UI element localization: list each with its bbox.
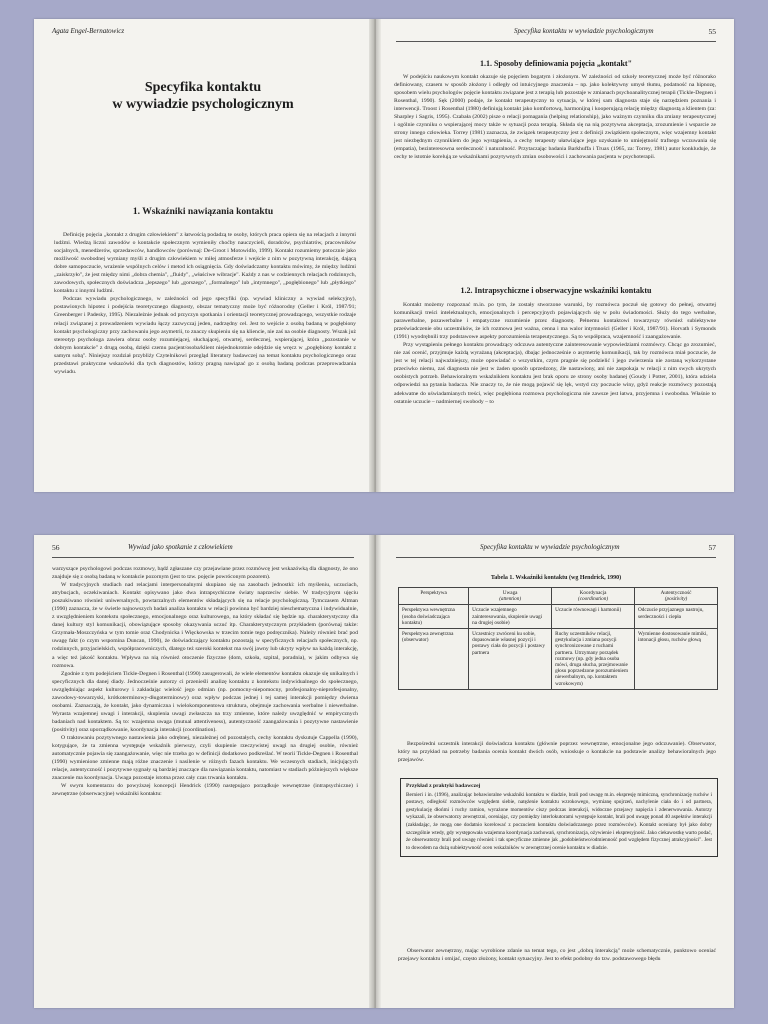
section-heading: 1.2. Intrapsychiczne i obserwacyjne wskaźniki kontaktu bbox=[460, 286, 652, 295]
running-head bbox=[52, 543, 354, 557]
page-56 bbox=[40, 535, 366, 1008]
paragraph: Przy wystąpieniu pełnego kontaktu prowadzący odczuwa autentyczne zainteresowanie wypowiedziami rozmówcy. Chcąc go zrozumieć, nie zaś ocenić, przyjmuje każdą wyrażaną (akceptacja), dbając jednocześnie o asymetrię komunikacji, tak by rozmówca miał poczucie, że jest w tej relacji najważniejszy, może opowiadać o wszystkim, czym pragnie się podzielić i jego zwierzenia nie zostaną wykorzystane przeciwko niemu, zaś diagnosta nie jest w żaden sposób uprzedzony, źle nastawiony, ani nie zaspokaja w relacji z nim swych ukrytych osobistych potrzeb. Behawioralnym wskaźnikiem kontaktu jest brak oporu ze strony osoby badanej (Goudy i Potter, 2001), która udziela odpowiedzi na pytania badacza. Nie znaczy to, że nie mogą pojawić się lęk, wstyd czy poczucie winy, gdyż reakcje rozmówcy pozostają adekwatne do uświadamianych treści, więc pogłębiona rozmowa psychologiczna nie zawsze jest łatwa, przyjemna i swobodna. Właśnie to ostatnie uczucie – nadmiernej swobody – to bbox=[394, 342, 716, 405]
book-gutter bbox=[369, 535, 381, 1008]
paragraph: Zgodnie z tym podejściem Tickle-Degnen i Rosenthal (1990) zasugerowali, że wiele elementów kontaktu okazuje się unikalnych i specyficznych dla danej diady. Jednocześnie autorzy ci przenieśli analizę kontaktu z kontekstu indywidualnego do społecznego, uwzględniając aspekt kulturowy i zakładając wielość jego odmian (np. pomocny-niepomocny, profesjonalny-nieprofesjonalny, zawodowy-towarzyski, krótkoterminowy-długoterminowy) oraz wpływ podczas jednej i tej samej interakcji pomiędzy dwiema osobami. Zaznaczają, że kontakt, jako dynamiczna i wielokomponentowa struktura, obejmuje zachowania werbalne i niewerbalne. Wyrasta wzajemnej uwagi i interakcji, skupienia uwagi zwłaszcza na trzy zmienne, które należy uwzględnić w empirycznych badaniach nad kontaktem. Są to: wzajemna uwaga (mutual attentiveness), autentyczność zaangażowania i pozytywne nastawienie (positivity) oraz uporządkowanie, koordynacja interakcji (coordination). bbox=[52, 670, 358, 733]
paragraph: W tradycyjnych studiach nad relacjami interpersonalnymi skupiano się na zasobach jednostki: ich myśleniu, uczuciach, atrybucjach, oczekiwaniach. Kontakt opisywano jako dwa intrapsychiczne światy naprzeciw siebie. W tradycyjnym ujęciu poszukiwano również uniwersalnych, powtarzalnych elementów składających się na relacje psychologiczną. Tymczasem Altman (1990) zaznacza, że w świetle najnowszych badań analiza kontaktu w relacji powinna być bardziej nieschematyczna i indywidualnie, z uwzględnieniem kontekstu społecznego, emocjonalnego oraz kulturowego, na który składać się będzie np. charakterystyczny dla danej kultury styl komunikacji, obowiązujące sposoby okazywania uczuć itp. Charakterystycznym przykładem (porównaj także: Grzymała-Moszczyńska w tym tomie oraz Chodynicka i Więckowska w trzecim tomie tego podręcznika). Należy również brać pod uwagę fakt (o czym wspomina Duncan, 1990), że doświadczający kontaktu pozostają w specyficznych relacjach społecznych, np. rodzinnych, przyjacielskich, współpracowniczych, dlatego też szeroki kontekst ma swój jawny lub ukryty wpływ na każdą interakcję, a więc też jakość kontaktu. Wpływa na nią również otoczenie fizyczne (dom, szkoła, szpital, poradnia), w jakim odbywa się rozmowa. bbox=[52, 582, 358, 669]
paragraph: W swym komentarzu do powyższej koncepcji Hendrick (1990) następująco porządkuje wewnętrzne (intrapsychiczne) i zewnętrzne (obserwacyjne) wskaźniki kontaktu: bbox=[52, 783, 358, 798]
header-rule bbox=[52, 557, 354, 558]
research-example-box bbox=[400, 778, 718, 857]
running-head-title: Specyfika kontaktu w wywiadzie psychologicznym bbox=[514, 27, 654, 35]
section-heading: 1. Wskaźniki nawiązania kontaktu bbox=[132, 207, 274, 217]
chapter-title-line-1: Specyfika kontaktu bbox=[144, 80, 262, 95]
page-55 bbox=[384, 19, 728, 492]
spread-pages-54-55 bbox=[34, 19, 734, 492]
box-title: Przykład z praktyki badawczej bbox=[406, 783, 481, 789]
table-cell: Perspektywa zewnętrzna (obserwator) bbox=[399, 629, 469, 690]
header-rule bbox=[396, 41, 716, 42]
body-text bbox=[394, 73, 716, 162]
box-text: Bernieri i in. (1996), analizując behawioralne wskaźniki kontaktu w diadzie, brali pod uwagę m.in. ekspresję mimiczną, synchronizację ruchów i postawy, odległość rozmówców względem siebie, natężenie kontaktu wzrokowego, wymianę spojrzeń, nachylenie ciała do i od partnera, gestykulację dłońmi i ruchy ramion, wyrażone momentów ciszy podczas interakcji, widoczne przejawy napięcia i zdenerwowania. Autorzy wykazali, że obserwatorzy zewnętrzni, oceniając, czy pomiędzy interlokutorami występuje kontakt, brali pod uwagę ponad 40 aspektów interakcji (zakładając, że mogą one dodatnio korelować z poczuciem kontaktu doświadczanego przez rozmówców). Kontakt oceniany był jako dobry szczególnie wtedy, gdy występowała wzajemna koordynacja zachowań, synchronizacja, ożywienie i ekspresyjność. Jako ciekawostkę warto podać, że obserwatorzy brali pod uwagę również i tak specyficzne zmienne jak „podobieństwo/odmienność pod względem fizycznej atrakcyjności". Jest to dowodem na dużą subiektywność ocen wskaźników w zewnętrznej ocenie kontaktu w diadzie. bbox=[406, 791, 712, 851]
paragraph: warzyszące psychologowi podczas rozmowy, bądź zgłaszane czy przejawiane przez rozmówcę jest wskazówką dla diagnosty, że ono znajduje się z osobą badaną w kontakcie pozornym (jest to tzw. pojęcie powróconym pozorem). bbox=[52, 566, 358, 581]
table-cell: Uczucie wzajemnego zainteresowania, skupienie uwagi na drugiej osobie) bbox=[469, 605, 552, 629]
page-number: 57 bbox=[708, 543, 716, 552]
table-header-cell: Autentyczność (positivity) bbox=[635, 588, 718, 605]
chapter-title bbox=[40, 79, 366, 113]
running-head-author: Agata Engel-Bernatowicz bbox=[52, 27, 125, 35]
section-heading: 1.1. Sposoby definiowania pojęcia „kontakt" bbox=[479, 59, 633, 68]
paragraph: Kontakt możemy rozpoznać m.in. po tym, że zostały stworzone warunki, by rozmówca poczuł się gotowy do pełnej, otwartej komunikacji treści intelektualnych, emocjonalnych i percepcyjnych pojawiających się w polu świadomości. Służy do tego werbalne, parawerbalne, pozawerbalne i empatyczne rozumienie przez diagnostę. Pełnemu kontaktowi towarzyszy również subiektywne przeświadczenie obu uczestników, że ich rozmowa jest ważna, cenna i ma walor intymności (Geller i Król, 1987/91). Horvath i Symonds (1991) wyodrębnili trzy podstawowe aspekty porozumienia terapeutycznego. Są to współpraca, wzajemność i zaangażowanie. bbox=[394, 302, 716, 341]
table-header-cell: Perspektywa bbox=[399, 588, 469, 605]
running-head bbox=[396, 543, 716, 557]
table-row bbox=[399, 605, 718, 629]
chapter-title-line-2: w wywiadzie psychologicznym bbox=[112, 97, 294, 112]
page-57 bbox=[384, 535, 728, 1008]
paragraph: W podejściu naukowym kontakt okazuje się pojęciem bogatym i złożonym. W zależności od szkoły teoretycznej może być różnorako definiowany, czasem w sposób złożony i odległy od intuicyjnego znaczenia – np. jako kolektywny umysł tłumu, podatność na hipnozę, sposobem wielu psychologów pojęcie kontaktu związane jest z terapią lub pozostaje w zmianach psychoanalitycznej terapii (Tickle-Degnen i Rosenthal, 1990). Sęk (2000) podaje, że kontakt terapeutyczny to sytuacja, w której sam diagnosta staje się narzędziem poznania i interwencji. Troost i Rosenthal (1980) definiują kontakt jako komfortową, harmonijną i kooperującą relację między diagnostą a klientem (za: Sharpley i Sagris, 1995). Czabała (2002) pisze o relacji pomagania (helping relationship), jako ważnym czynniku dla zmiany terapeutycznej i ogólnie czynniku o wspierającej mocy także w sytuacji poza terapią. Składa się na nią pozytywna akceptacja, zrozumienie i wsparcie ze strony innego człowieka. Torrey (1981) zaznacza, że związek terapeutyczny jest z definicji związkiem społecznym, więc wzajemny kontakt jest niezbędnym czynnikiem do jego wystąpienia, a cechy terapeuty ułatwiające jego uzyskanie to umiejętność trafnego wczuwania się (empatia), bezinteresowna serdeczność i naturalność. Przytaczając badania Barkhuffa i Truax (1965, za: Torrey, 1981) autor konkluduje, że cechy te istotnie korelują ze wskaźnikami pozytywnych zmian osobowości i zachowania pacjenta w psychoterapii. bbox=[394, 74, 716, 161]
running-head-title: Wywiad jako spotkanie z człowiekiem bbox=[128, 543, 233, 551]
indicators-table bbox=[398, 587, 718, 690]
table-header-cell: Uwaga (attention) bbox=[469, 588, 552, 605]
page-number: 55 bbox=[708, 27, 716, 36]
body-text bbox=[54, 231, 356, 376]
table-row bbox=[399, 629, 718, 690]
table-cell: Uczucie równowagi i harmonii) bbox=[552, 605, 635, 629]
book-gutter bbox=[369, 19, 381, 492]
paragraph: Definicję pojęcia „kontakt z drugim człowiekiem" z łatwością podadzą te osoby, których praca opiera się na relacjach z innymi ludźmi. Wiedzą liczni zawodów o kontakcie społecznym wymieniły choćby nauczycieli, doradców, psychiatrów, pracowników socjalnych, menedżerów, sprzedawców, handlowców (porównaj: De-Groot i Motowidlo, 1999). Kontakt rozumiemy potocznie jako możliwość swobodnej wymiany myśli z drugim człowiekiem w miłej atmosferze i wejście z nim w pozytywną interakcję, dającą dobre samopoczucie, wrażenie wspólnych celów i metod ich osiągnięcia. Gdy doświadczamy kontaktu mówimy, że między ludźmi „zaiskrzyło", że jest między nimi „dobra chemia", „fluidy", „właściwe wibracje". Każdy z nas w codziennych relacjach rodzinnych, zawodowych, społecznych doświadcza „lepszego" lub „gorszego", „formalnego" lub „intymnego", „pogłębionego" lub „płytkiego" kontaktu z innymi ludźmi. bbox=[54, 232, 356, 295]
paragraph: O traktowaniu pozytywnego nastawienia jako odrębnej, niezależnej od pozostałych, cechy kontaktu dyskutuje Cappella (1990), kotygujące, że ta zmienna występuje wskaźnik pierwszy, czyli skupienie rzeczywistej uwagi na drugiej osobie, również automatycznie pojawia się zaangażowanie, więc nie trzeba go w definicji dodatkowo podkreślać. W teorii Tickle-Degnen i Rosenthal (1990) wymienione zmienne mają różne znaczenie i nasilenie w różnych fazach kontaktu. We wczesnych stadiach, inicjujących relacje, autentyczność i pozytywne sygnały są bardziej znaczące dla nawiązania kontaktu, natomiast w stadiach późniejszych większe znaczenie ma koordynacja. Uwaga pozostaje istotna przez cały czas trwania kontaktu. bbox=[52, 734, 358, 782]
table-cell: Ruchy uczestników relacji, gestykulacja i zmiana pozycji synchronizowane z ruchami partnera. Utrzymany porządek rozmowy (np. gdy jedna osoba mówi, druga słucha, przejmowanie głosu poprzedzone porozumieniem niewerbalnym, np. kontaktem wzrokowym) bbox=[552, 629, 635, 690]
body-text bbox=[394, 301, 716, 406]
page-54 bbox=[40, 19, 366, 492]
running-head bbox=[396, 27, 716, 41]
table-header-row bbox=[399, 588, 718, 605]
page-number: 56 bbox=[52, 543, 60, 552]
table-cell: Perspektywa wewnętrzna (osoba doświadczająca kontaktu) bbox=[399, 605, 469, 629]
table-cell: Uczestnicy zwróceni ku sobie, dopasowanie własnej pozycji i postawy ciała do pozycji i postawy partnera bbox=[469, 629, 552, 690]
body-text bbox=[52, 565, 358, 798]
body-text bbox=[398, 740, 716, 764]
paragraph: Bezpośredni uczestnik interakcji doświadcza kontaktu (głównie poprzez wewnętrzne, emocjonalne jego odczuwanie). Obserwator, który na przykład na potrzeby badania ocenia kontakt dwóch osób, wnioskuje o kontakcie na podstawie analizy behawioralnych jego przejawów. bbox=[398, 741, 716, 764]
running-head-title: Specyfika kontaktu w wywiadzie psychologicznym bbox=[480, 543, 620, 551]
spread-pages-56-57 bbox=[34, 535, 734, 1008]
paragraph: Obserwator zewnętrzny, mając wyrobione zdanie na temat tego, co jest „dobrą interakcją" może schematycznie, punktowo oceniać przejawy kontaktu i omijać, często złożony, kontakt sytuacyjny. Jest to efekt podobny do tzw. podstawowego błędu bbox=[398, 948, 716, 963]
running-head bbox=[52, 27, 354, 41]
body-text bbox=[398, 947, 716, 963]
paragraph: Podczas wywiadu psychologicznego, w zależności od jego specyfiki (np. wywiad kliniczny a wywiad selekcyjny), postawionych hipotez i podejścia teoretycznego diagnosty, obszar tematyczny może być różnorodny (Geller i Król, 1987/91; Greenberger i Padesky, 1995). Niezależnie jednak od przyczyn spotkania i orientacji teoretycznej prowadzącego, wszystkie rodzaje relacji związanej z prowadzeniem wywiadu łączy zazwyczaj jeden, nadrzędny cel. Jest to wejście z osobą badaną w pogłębiony kontakt psychologiczny przy zachowaniu jego asymetrii, to znaczy skupieniu się na kliencie, nie zaś na osobie diagnosty. Wszak już stereotyp psychologa zawiera obraz osoby rozumiejącej, słuchającej, otwartej, serdecznej, wspierającej, która „pozostanie w dobrym kontakcie" z drugą osobą, dzięki czemu pacjent/osoba/klient niejednokrotnie odejdzie się wręcz w „pogłębiony kontakt z samym sobą". Niniejszy rozdział przybliży Czytelnikowi przegląd literatury badawczej na temat kontaktu psychologicznego oraz przedstawi praktyczne wskazówki dla tych diagnostów, którzy pragną nawiązać go z osobą badaną podczas przeprowadzania wywiadu. bbox=[54, 296, 356, 375]
table-cell: Odczucie przyjaznego nastroju, serdeczności i ciepła bbox=[635, 605, 718, 629]
table-title: Tabela 1. Wskaźniki kontaktu (wg Hendrick, 1990) bbox=[490, 575, 622, 581]
header-rule bbox=[396, 557, 716, 558]
table-cell: Wymienne dostosowanie mimiki, intonacji głosu, ruchów głową bbox=[635, 629, 718, 690]
table-header-cell: Koordynacja (coordination) bbox=[552, 588, 635, 605]
